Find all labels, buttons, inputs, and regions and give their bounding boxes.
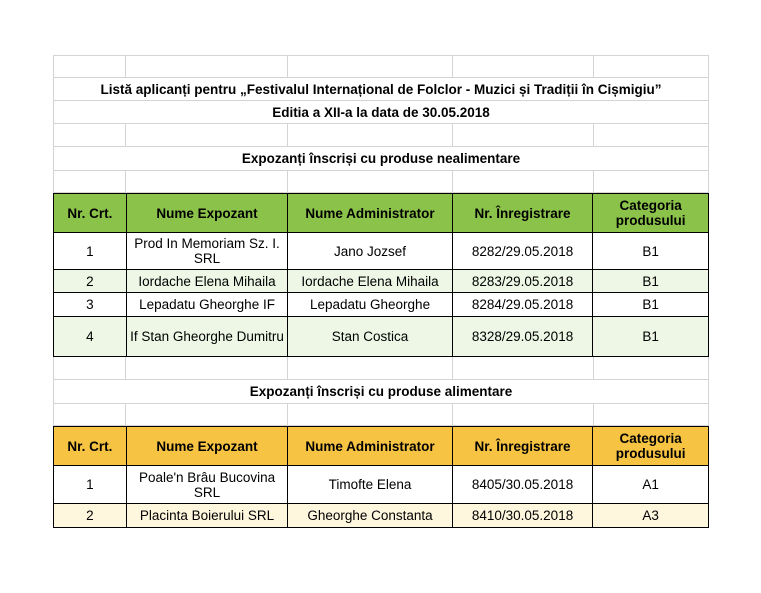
- col-header: Nr. Înregistrare: [453, 427, 594, 465]
- cell: 1: [54, 466, 127, 503]
- col-header: Nr. Crt.: [54, 427, 127, 465]
- cell: 8410/30.05.2018: [453, 504, 594, 527]
- cell: Lepadatu Gheorghe: [288, 293, 452, 316]
- table-row: [53, 233, 709, 270]
- cell: 4: [54, 317, 127, 356]
- spreadsheet: [53, 55, 709, 528]
- col-header: Nume Expozant: [127, 194, 289, 232]
- col-header: Nr. Înregistrare: [453, 194, 594, 232]
- col-header: Nume Expozant: [127, 427, 289, 465]
- col-header: Nume Administrator: [288, 427, 452, 465]
- cell: B1: [642, 243, 659, 259]
- cell: Iordache Elena Mihaila: [127, 270, 289, 292]
- section1-heading: [53, 147, 709, 171]
- cell: Jano Jozsef: [288, 233, 452, 269]
- empty-row: [53, 124, 709, 147]
- cell: Iordache Elena Mihaila: [288, 270, 452, 292]
- cell: A3: [642, 508, 659, 523]
- section2-table-header: [53, 426, 709, 466]
- table-row: [53, 504, 709, 528]
- cell: B1: [642, 273, 659, 289]
- section2-heading: [53, 380, 709, 404]
- empty-row: [53, 404, 709, 426]
- cell: Prod In Memoriam Sz. I. SRL: [127, 233, 289, 269]
- col-header: Categoria produsului: [615, 431, 686, 461]
- empty-row: [53, 171, 709, 193]
- cell: A1: [642, 477, 659, 492]
- cell: 8282/29.05.2018: [453, 233, 594, 269]
- cell: Poale'n Brâu Bucovina SRL: [127, 466, 289, 503]
- cell: Timofte Elena: [288, 466, 452, 503]
- subtitle-text: Editia a XII-a la data de 30.05.2018: [272, 104, 490, 120]
- cell: If Stan Gheorghe Dumitru: [127, 317, 289, 356]
- table-row: [53, 466, 709, 504]
- cell: Lepadatu Gheorghe IF: [127, 293, 289, 316]
- cell: B1: [642, 329, 659, 344]
- cell: 2: [54, 270, 127, 292]
- cell: 3: [54, 293, 127, 316]
- empty-row: [53, 357, 709, 380]
- cell: 8284/29.05.2018: [453, 293, 594, 316]
- col-header: Nume Administrator: [288, 194, 452, 232]
- empty-row: [53, 55, 709, 78]
- cell: B1: [642, 297, 659, 312]
- col-header: Nr. Crt.: [54, 194, 127, 232]
- cell: 8328/29.05.2018: [453, 317, 594, 356]
- cell: 1: [54, 233, 127, 269]
- col-header: Categoria produsului: [615, 198, 686, 228]
- cell: 2: [54, 504, 127, 527]
- table-row: [53, 293, 709, 317]
- cell: Placinta Boierului SRL: [127, 504, 289, 527]
- table-row: [53, 270, 709, 293]
- section2-heading-text: Expozanți înscriși cu produse alimentare: [249, 384, 513, 399]
- cell: Gheorghe Constanta: [288, 504, 452, 527]
- cell: 8405/30.05.2018: [453, 466, 594, 503]
- section1-heading-text: Expozanți înscriși cu produse nealimentare: [241, 151, 521, 166]
- table-row: [53, 317, 709, 357]
- cell: 8283/29.05.2018: [453, 270, 594, 292]
- title-text: Listă aplicanți pentru „Festivalul Internațional de Folclor - Muzici și Tradiții în Cișmigiu”: [100, 81, 662, 97]
- document-subtitle: [53, 101, 709, 124]
- section1-table-header: [53, 193, 709, 233]
- document-title: [53, 78, 709, 101]
- cell: Stan Costica: [288, 317, 452, 356]
